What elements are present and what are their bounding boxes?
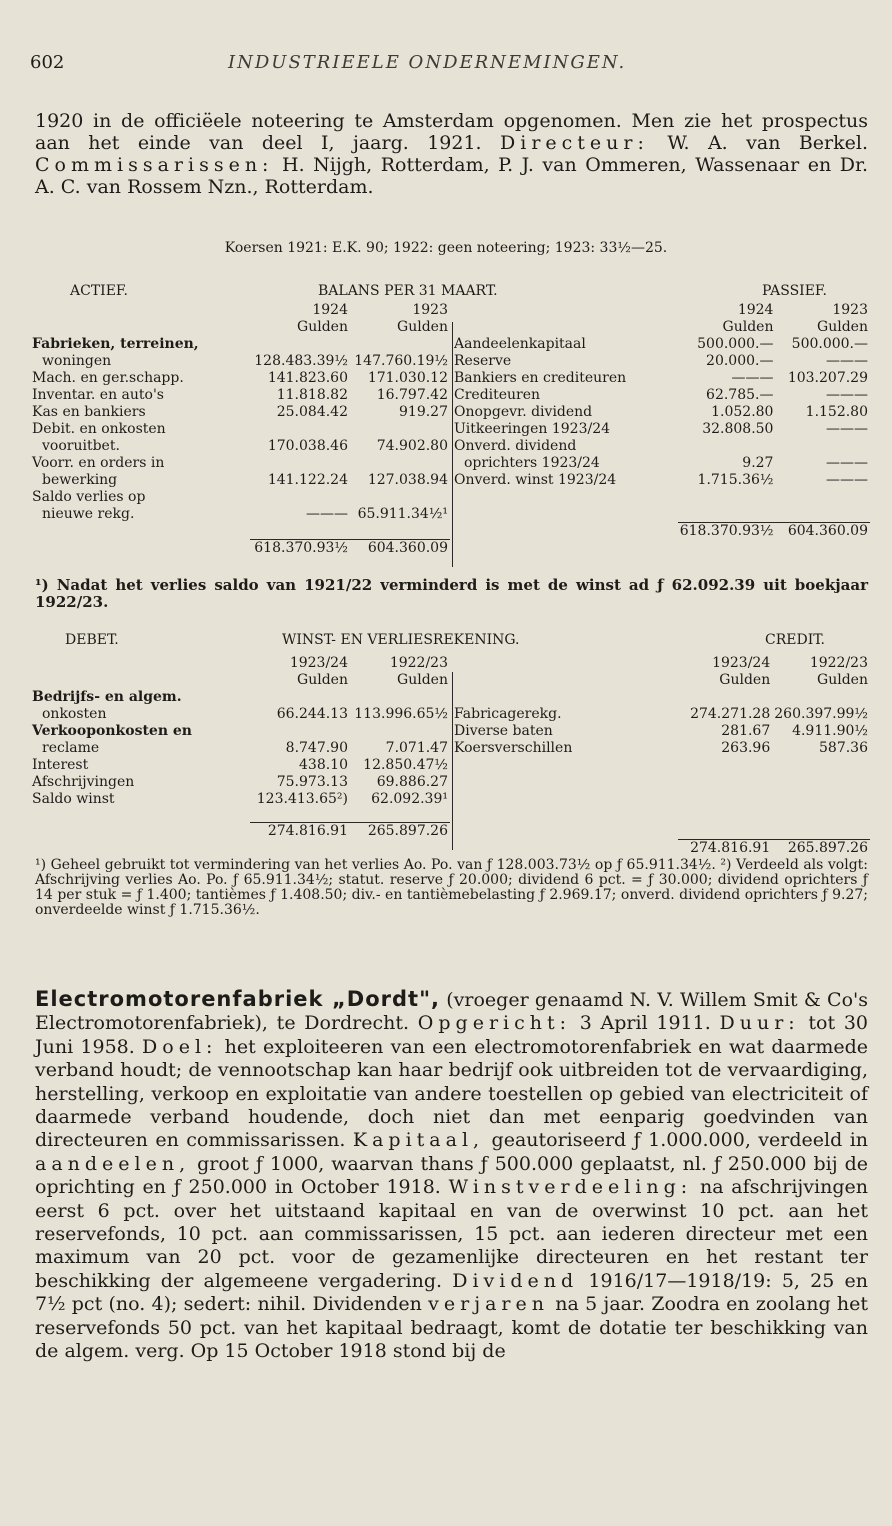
year-1923: 1923 <box>832 302 868 318</box>
dividend-value: 1916/17—1918/19: 5, 25 en 7½ pct (no. 4); sedert: nihil. Dividenden <box>35 1269 869 1316</box>
winst-footnote: ¹) Geheel gebruikt tot vermindering van het verlies Ao. Po. van ƒ 128.003.73½ op ƒ 65.911.34½. ²) Verdeeld als volgt: Afschrijving verlies Ao. Po. ƒ 65.911.34½; statut. reserve ƒ 20.000; dividend 6 pct. = ƒ 30.000; dividend oprichters ƒ 14 per stuk = ƒ 1.400; tantièmes ƒ 1.408.50; div.- en tantièmebelasting ƒ 2.969.17; onverd. dividend oprichters ƒ 9.27; onverdeelde winst ƒ 1.715.36½. <box>35 857 868 918</box>
balans-actief-table <box>30 302 450 557</box>
verjaren-value: na 5 jaar. Zoodra en zoolang het reservefonds 50 pct. van het kapitaal bedraagt, komt de dotatie ter beschikking van de algem. verg. Op 15 October 1918 stond bij de <box>35 1293 868 1363</box>
table-row: woningen 128.483.39½ 147.760.19½ <box>42 353 448 369</box>
table-row: Debit. en onkosten <box>32 421 166 437</box>
table-row: Onopgevr. dividend 1.052.80 1.152.80 <box>454 404 868 420</box>
table-row: Koersverschillen 263.96 587.36 <box>454 740 868 756</box>
table-row: vooruitbet. 170.038.46 74.902.80 <box>42 438 448 454</box>
year-1923: 1923 <box>412 302 448 318</box>
actief-unit-row <box>30 319 450 336</box>
directeur-label: Directeur: <box>500 132 649 154</box>
table-row: Inventar. en auto's 11.818.82 16.797.42 <box>32 387 448 403</box>
winst-right-heading: CREDIT. <box>765 632 825 648</box>
table-row: Interest 438.10 12.850.47½ <box>32 757 448 773</box>
winstverdeeling-value: na afschrijvingen eerst 6 pct. over het uitstaand kapitaal en van de overwinst 10 pct. aan het reservefonds, 10 pct. aan commissarissen, 15 pct. aan iederen directeur met een maximum van 20 pct. voor de gezamenlijke directeuren en het restant ter beschikking der algemeene vergadering. <box>35 1176 869 1292</box>
company-paragraph <box>35 988 868 1364</box>
duur-value: tot 30 Juni 1958. <box>35 1012 869 1058</box>
directeur-value: W. A. van Berkel. <box>667 132 868 154</box>
dividend-label: Dividend <box>452 1269 579 1292</box>
actief-year-row <box>30 302 450 319</box>
intro-paragraph <box>35 110 868 198</box>
kapitaal-label: Kapitaal, <box>352 1129 485 1152</box>
running-title: INDUSTRIEELE ONDERNEMINGEN. <box>228 52 627 73</box>
aandeelen-label: aandeelen, <box>35 1152 191 1175</box>
verjaren-label: verjaren <box>428 1293 549 1316</box>
year-1922-23: 1922/23 <box>809 655 868 671</box>
debet-total-row: 274.816.91 265.897.26 <box>30 822 450 840</box>
table-row: bewerking 141.122.24 127.038.94 <box>42 472 448 488</box>
year-1924: 1924 <box>737 302 774 318</box>
table-row: onkosten 66.244.13 113.996.65½ <box>42 706 448 722</box>
table-row: Diverse baten 281.67 4.911.90½ <box>454 723 868 739</box>
balans-title: BALANS PER 31 MAART. <box>318 283 498 299</box>
table-row: Verkooponkosten en <box>32 723 192 739</box>
commissarissen-value: H. Nijgh, Rotterdam, P. J. van Ommeren, Wassenaar en Dr. A. C. van Rossem Nzn., Rotterdam. <box>35 154 868 198</box>
table-row: oprichters 1923/24 9.27 ——— <box>464 455 868 471</box>
actief-total-row: 618.370.93½ 604.360.09 <box>30 539 450 557</box>
kapitaal-value: geautoriseerd ƒ 1.000.000, verdeeld in <box>491 1129 869 1152</box>
page-header <box>30 52 862 76</box>
year-1923-24: 1923/24 <box>712 655 771 671</box>
opgericht-label: Opgericht: <box>417 1012 572 1035</box>
unit-gulden: Gulden <box>297 672 348 688</box>
table-row: Saldo winst 123.413.65²) 62.092.39¹ <box>32 791 448 807</box>
unit-gulden: Gulden <box>817 672 868 688</box>
table-row: Uitkeeringen 1923/24 32.808.50 ——— <box>454 421 868 437</box>
table-row: Kas en bankiers 25.084.42 919.27 <box>32 404 448 420</box>
table-row: Aandeelenkapitaal 500.000.— 500.000.— <box>454 336 868 352</box>
unit-gulden: Gulden <box>719 672 771 688</box>
unit-gulden: Gulden <box>817 319 868 335</box>
passief-total-row: 618.370.93½ 604.360.09 <box>679 522 868 539</box>
intro-text: 1920 in de officiëele noteering te Amsterdam opgenomen. Men zie het prospectus aan het einde van deel I, jaarg. 1921. <box>35 110 868 154</box>
credit-total-row: 274.816.91 265.897.26 <box>452 839 870 857</box>
unit-gulden: Gulden <box>397 319 448 335</box>
year-1924: 1924 <box>312 302 348 318</box>
aandeelen-value: groot ƒ 1000, waarvan thans ƒ 500.000 geplaatst, nl. ƒ 250.000 bij de oprichting en ƒ 250.000 in October 1918. <box>35 1152 868 1199</box>
balans-right-heading: PASSIEF. <box>762 283 827 299</box>
company-name: Electromotorenfabriek „Dordt", <box>35 987 441 1011</box>
year-1923-24: 1923/24 <box>289 655 348 671</box>
commissarissen-label: Commissarissen: <box>35 154 274 176</box>
table-row: Voorr. en orders in <box>32 455 165 471</box>
company-intro: (vroeger genaamd N. V. Willem Smit & Co's Electromotorenfabriek), te Dordrecht. <box>35 989 869 1035</box>
table-row: Mach. en ger.schapp. 141.823.60 171.030.12 <box>32 370 448 386</box>
unit-gulden: Gulden <box>297 319 348 335</box>
winst-credit-table <box>452 655 870 857</box>
table-row: Fabrieken, terreinen, <box>32 336 199 352</box>
doel-label: Doel: <box>142 1035 218 1058</box>
table-row: Onverd. dividend <box>454 438 577 454</box>
table-row: reclame 8.747.90 7.071.47 <box>42 740 448 756</box>
opgericht-value: 3 April 1911. <box>579 1012 711 1035</box>
year-1922-23: 1922/23 <box>389 655 448 671</box>
table-row: Saldo verlies op <box>32 489 146 505</box>
koersen-line: Koersen 1921: E.K. 90; 1922: geen noteering; 1923: 33½—25. <box>224 240 668 256</box>
winst-debet-table <box>30 655 450 840</box>
table-row: nieuwe rekg. ——— 65.911.34½¹ <box>42 506 448 522</box>
winst-title: WINST- EN VERLIESREKENING. <box>282 632 520 648</box>
balans-footnote: ¹) Nadat het verlies saldo van 1921/22 verminderd is met de winst ad ƒ 62.092.39 uit boekjaar 1922/23. <box>35 576 868 611</box>
table-row: Bedrijfs- en algem. <box>32 689 182 705</box>
unit-gulden: Gulden <box>722 319 774 335</box>
table-row: Reserve 20.000.— ——— <box>454 353 868 369</box>
winst-left-heading: DEBET. <box>65 632 119 648</box>
balans-left-heading: ACTIEF. <box>70 283 128 299</box>
winstverdeeling-label: Winstverdeeling: <box>448 1176 693 1199</box>
table-row: Onverd. winst 1923/24 1.715.36½ ——— <box>454 472 868 488</box>
duur-label: Duur: <box>719 1012 800 1035</box>
table-row: Fabricagerekg. 274.271.28 260.397.99½ <box>454 706 868 722</box>
table-row: Afschrijvingen 75.973.13 69.886.27 <box>32 774 448 790</box>
unit-gulden: Gulden <box>397 672 448 688</box>
doel-value: het exploiteeren van een electromotorenfabriek en wat daarmede verband houdt; de vennootschap kan haar bedrijf ook uitbreiden tot de vervaardiging, herstelling, verkoop en exploitatie van andere toestellen op gebied van electriciteit of daarmede verband houdende, doch niet dan met eenparig goedvinden van directeuren en commissarissen. <box>35 1035 868 1152</box>
balans-passief-table <box>452 302 870 540</box>
page-number: 602 <box>30 52 65 73</box>
table-row: Bankiers en crediteuren ——— 103.207.29 <box>454 370 868 386</box>
table-row: Crediteuren 62.785.— ——— <box>454 387 868 403</box>
